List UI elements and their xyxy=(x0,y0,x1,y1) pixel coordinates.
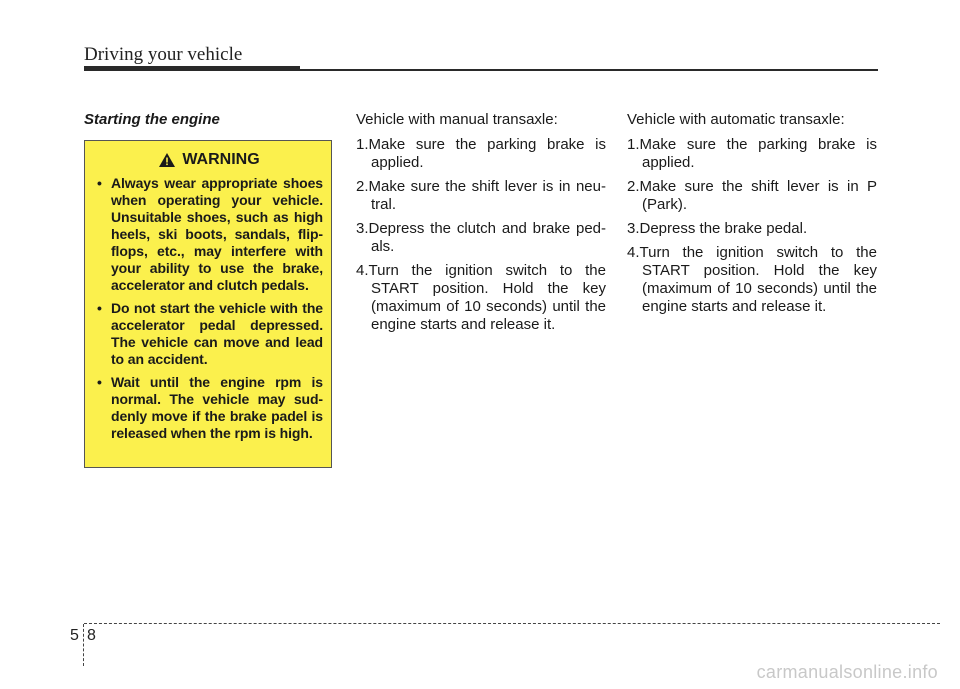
manual-step: 3.Depress the clutch and brake ped- als. xyxy=(356,220,606,255)
header-rule-thin xyxy=(300,69,878,71)
manual-steps xyxy=(356,136,606,334)
warning-list xyxy=(95,175,323,442)
warning-triangle-icon xyxy=(158,152,176,168)
automatic-step: 4.Turn the ignition switch to the START position. Hold the key (maximum of 10 seconds) until the engine starts and release it. xyxy=(627,244,877,315)
manual-step: 2.Make sure the shift lever is in neu- tral. xyxy=(356,178,606,213)
automatic-heading: Vehicle with automatic transaxle: xyxy=(627,111,845,128)
manual-step: 1.Make sure the parking brake is applied. xyxy=(356,136,606,171)
watermark: carmanualsonline.info xyxy=(756,662,938,682)
page-number: 8 xyxy=(87,627,96,644)
manual-heading: Vehicle with manual transaxle: xyxy=(356,111,558,128)
footer-page-divider xyxy=(83,624,84,666)
chapter-number: 5 xyxy=(70,627,79,644)
automatic-step: 2.Make sure the shift lever is in P (Park). xyxy=(627,178,877,213)
automatic-steps xyxy=(627,136,877,316)
warning-item: • Wait until the engine rpm is normal. The vehicle may sud- denly move if the brake padel is released when the rpm is high. xyxy=(95,374,323,442)
automatic-step: 3.Depress the brake pedal. xyxy=(627,220,808,237)
automatic-step: 1.Make sure the parking brake is applied. xyxy=(627,136,877,171)
automatic-transaxle-column xyxy=(627,111,877,322)
warning-header xyxy=(95,151,323,169)
section-title: Starting the engine xyxy=(84,111,220,128)
manual-transaxle-column xyxy=(356,111,606,340)
warning-box xyxy=(84,140,332,468)
page-header-title: Driving your vehicle xyxy=(84,44,243,65)
footer-divider xyxy=(84,623,940,624)
warning-item: • Always wear appropriate shoes when operating your vehicle. Unsuitable shoes, such as high heels, ski boots, sandals, flip-flops, etc., may interfere with your ability to use the brake, accelerator and clutch pedals. xyxy=(95,175,323,294)
manual-step: 4.Turn the ignition switch to the START position. Hold the key (maximum of 10 seconds) until the engine starts and release it. xyxy=(356,262,606,333)
warning-title: WARNING xyxy=(182,151,260,168)
header-rule-thick xyxy=(84,66,300,71)
warning-item: • Do not start the vehicle with the accelerator pedal depressed. The vehicle can move and lead to an accident. xyxy=(95,300,323,368)
